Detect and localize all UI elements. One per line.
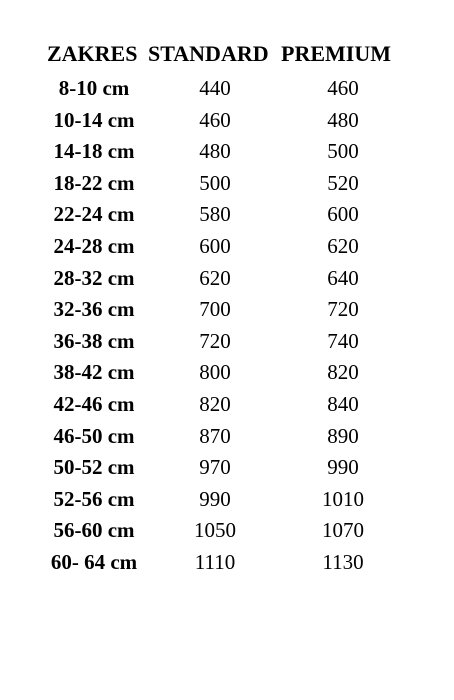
header-standard: STANDARD	[148, 41, 269, 66]
range-cell: 36-38 cm	[53, 328, 135, 353]
premium-price-cell: 820	[327, 360, 359, 385]
standard-price-cell: 620	[199, 265, 231, 290]
table-row	[0, 547, 454, 579]
standard-price-cell: 870	[199, 423, 231, 448]
range-cell: 10-14 cm	[53, 107, 135, 132]
premium-price-cell: 520	[327, 170, 359, 195]
table-row	[0, 73, 454, 105]
standard-price-cell: 720	[199, 328, 231, 353]
standard-price-cell: 820	[199, 391, 231, 416]
table-row	[0, 452, 454, 484]
range-cell: 28-32 cm	[53, 265, 135, 290]
premium-price-cell: 640	[327, 265, 359, 290]
table-row	[0, 199, 454, 231]
header-premium: PREMIUM	[281, 41, 391, 66]
table-row	[0, 263, 454, 295]
standard-price-cell: 580	[199, 202, 231, 227]
premium-price-cell: 620	[327, 233, 359, 258]
table-row	[0, 515, 454, 547]
range-cell: 46-50 cm	[53, 423, 135, 448]
table-row	[0, 168, 454, 200]
standard-price-cell: 990	[199, 486, 231, 511]
premium-price-cell: 840	[327, 391, 359, 416]
premium-price-cell: 600	[327, 202, 359, 227]
premium-price-cell: 740	[327, 328, 359, 353]
standard-price-cell: 460	[199, 107, 231, 132]
range-cell: 56-60 cm	[53, 518, 135, 543]
premium-price-cell: 1130	[322, 549, 364, 574]
range-cell: 22-24 cm	[53, 202, 135, 227]
standard-price-cell: 1050	[194, 518, 236, 543]
table-row	[0, 326, 454, 358]
table-row	[0, 484, 454, 516]
table-body	[0, 73, 454, 579]
premium-price-cell: 890	[327, 423, 359, 448]
table-row	[0, 105, 454, 137]
range-cell: 42-46 cm	[53, 391, 135, 416]
premium-price-cell: 460	[327, 76, 359, 100]
range-cell: 38-42 cm	[53, 360, 135, 385]
table-row	[0, 421, 454, 453]
premium-price-cell: 480	[327, 107, 359, 132]
range-cell: 8-10 cm	[58, 76, 130, 100]
premium-price-cell: 720	[327, 297, 359, 322]
table-row	[0, 389, 454, 421]
standard-price-cell: 1110	[194, 549, 236, 574]
standard-price-cell: 480	[199, 139, 231, 164]
standard-price-cell: 970	[199, 455, 231, 480]
range-cell: 14-18 cm	[53, 139, 135, 164]
standard-price-cell: 700	[199, 297, 231, 322]
table-row	[0, 294, 454, 326]
range-cell: 18-22 cm	[53, 170, 135, 195]
premium-price-cell: 990	[327, 455, 359, 480]
table-row	[0, 231, 454, 263]
range-cell: 60- 64 cm	[50, 549, 138, 574]
range-cell: 52-56 cm	[53, 486, 135, 511]
standard-price-cell: 600	[199, 233, 231, 258]
table-row	[0, 357, 454, 389]
range-cell: 32-36 cm	[53, 297, 135, 322]
range-cell: 50-52 cm	[53, 455, 135, 480]
header-range: ZAKRES	[47, 41, 138, 66]
standard-price-cell: 440	[199, 76, 231, 100]
premium-price-cell: 1010	[322, 486, 364, 511]
premium-price-cell: 500	[327, 139, 359, 164]
standard-price-cell: 500	[199, 170, 231, 195]
range-cell: 24-28 cm	[53, 233, 135, 258]
standard-price-cell: 800	[199, 360, 231, 385]
table-row	[0, 136, 454, 168]
premium-price-cell: 1070	[322, 518, 364, 543]
